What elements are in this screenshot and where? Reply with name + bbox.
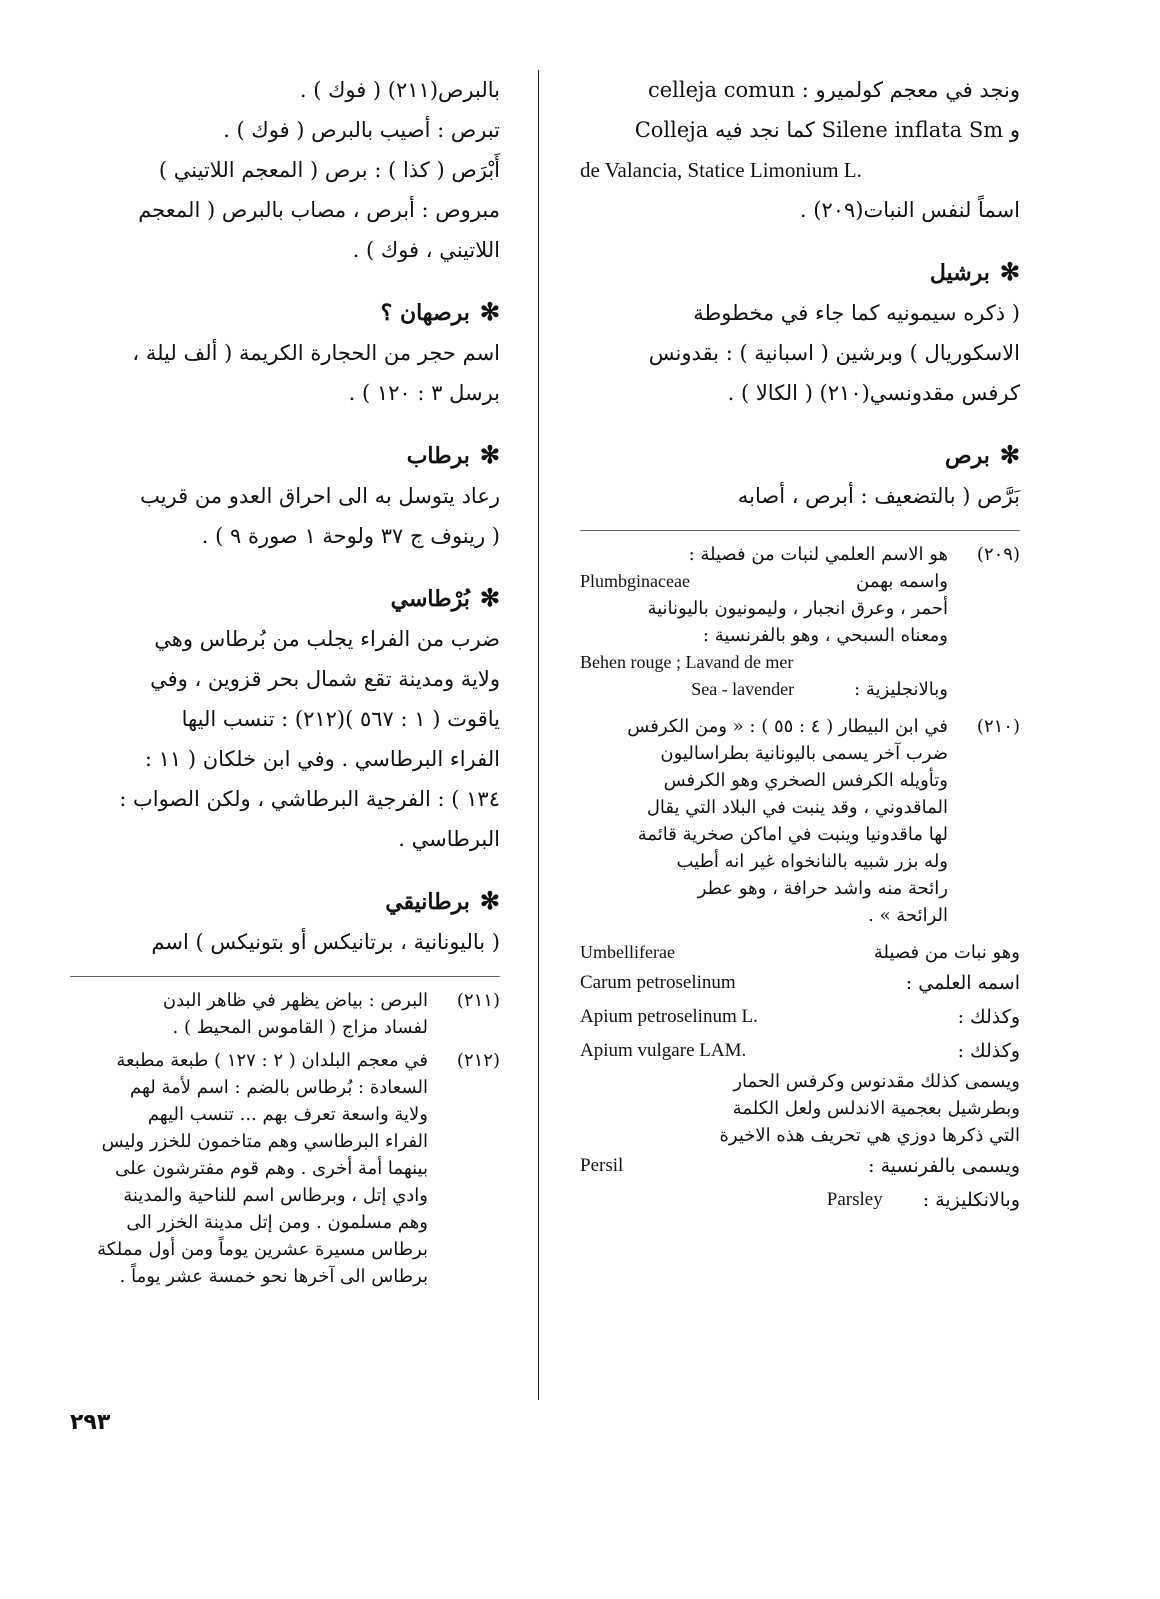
- name-pair: [580, 1034, 1020, 1068]
- footnote-first-line: [580, 713, 1020, 740]
- entry-heading: [70, 292, 500, 333]
- entry-line: ( رينوف ج ٣٧ ولوحة ١ صورة ٩ ) .: [201, 524, 500, 548]
- intro-line: [580, 190, 1020, 230]
- asterisk-icon: ✻: [479, 440, 500, 469]
- footnote-line: لها ماقدونيا وينبت في اماكن صخرية قائمة: [637, 824, 948, 845]
- footnote-first-line: [580, 541, 1020, 568]
- footnote-number: (٢٠٩): [976, 544, 1020, 565]
- footnote-text: في معجم البلدان ( ٢ : ١٢٧ ) طبعة مطبعة: [116, 1050, 428, 1071]
- footnote-line: وله بزر شبيه بالنانخواه غير انه أطيب: [676, 851, 948, 872]
- footnote-line: بينهما أمة أخرى . وهم قوم مفترشون على: [115, 1158, 428, 1179]
- entry-heading: [70, 881, 500, 922]
- english-label: وبالانجليزية :: [854, 679, 948, 700]
- left-column: [70, 70, 500, 1290]
- entry-title: برص: [945, 443, 990, 469]
- intro-text: اسماً لنفس النبات(٢٠٩) .: [799, 198, 1020, 222]
- pair-arabic: وكذلك :: [957, 1006, 1020, 1028]
- intro-line: بالبرص(٢١١) ( فوك ) .: [299, 78, 500, 102]
- footnote-line: وبطرشيل بعجمية الاندلس ولعل الكلمة: [732, 1098, 1020, 1119]
- entry-line: ولاية ومدينة تقع شمال بحر قزوين ، وفي: [150, 667, 500, 691]
- pair-arabic: اسمه العلمي :: [905, 972, 1020, 994]
- entry-heading: [580, 435, 1020, 476]
- footnote-number: (٢١١): [456, 990, 500, 1011]
- french-term: Persil: [580, 1155, 624, 1176]
- footnote-line: التي ذكرها دوزي هي تحريف هذه الاخيرة: [719, 1125, 1020, 1146]
- english-label: وبالانكليزية :: [922, 1189, 1020, 1211]
- english-term: Sea - lavender: [691, 679, 795, 699]
- footnote-number: (٢١٢): [456, 1050, 500, 1071]
- right-column: [580, 70, 1020, 1217]
- entry-line: ضرب من الفراء يجلب من بُرطاس وهي: [154, 627, 500, 651]
- footnote-family-line: [580, 939, 1020, 966]
- intro-line: [580, 110, 1020, 150]
- entry-heading: [580, 252, 1020, 293]
- intro-text: de Valancia, Statice Limonium L.: [580, 158, 862, 182]
- footnote-line: وهم مسلمون . ومن إتل مدينة الخزر الى: [126, 1212, 428, 1233]
- footnote-family-line: [580, 568, 1020, 595]
- footnote-french: Behen rouge ; Lavand de mer: [580, 652, 794, 672]
- footnote-number: (٢١٠): [976, 716, 1020, 737]
- pair-latin: Apium vulgare LAM.: [580, 1040, 747, 1061]
- asterisk-icon: ✻: [999, 440, 1020, 469]
- intro-line: تبرص : أصيب بالبرص ( فوك ) .: [223, 118, 500, 142]
- footnote-first-line: [70, 1047, 500, 1074]
- asterisk-icon: ✻: [479, 583, 500, 612]
- intro-line: مبروص : أبرص ، مصاب بالبرص ( المعجم: [138, 198, 500, 222]
- entry-title: بُرْطاسي: [390, 586, 470, 612]
- asterisk-icon: ✻: [479, 886, 500, 915]
- entry-line: كرفس مقدونسي(٢١٠) ( الكالا ) .: [727, 381, 1020, 405]
- page-number: ٢٩٣: [70, 1410, 111, 1435]
- entry-line: ( باليونانية ، برتانيكس أو بتونيكس ) اسم: [151, 930, 500, 954]
- footnote-line: ولاية واسعة تعرف بهم ... تنسب اليهم: [147, 1104, 428, 1125]
- family-latin: Plumbginaceae: [580, 571, 690, 591]
- footnote-line: ومعناه السبحي ، وهو بالفرنسية :: [702, 625, 948, 646]
- asterisk-icon: ✻: [479, 297, 500, 326]
- entry-title: برصهان ؟: [380, 300, 470, 326]
- entry-line: الاسكوريال ) وبرشين ( اسبانية ) : بقدونس: [648, 341, 1020, 365]
- footnote-separator: [580, 530, 1020, 531]
- entry-line: الفراء البرطاسي . وفي ابن خلكان ( ١١ :: [144, 747, 500, 771]
- intro-line: أَبْرَص ( كذا ) : برص ( المعجم اللاتيني ): [158, 158, 500, 182]
- intro-line-latin: [580, 150, 1020, 190]
- intro-line: [580, 70, 1020, 110]
- footnote-line: برطاس الى آخرها نحو خمسة عشر يوماً .: [119, 1266, 428, 1287]
- entry-line: ١٣٤ ) : الفرجية البرطاشي ، ولكن الصواب :: [119, 787, 500, 811]
- entry-title: برطانيقي: [385, 889, 470, 915]
- entry-line: برسل ٣ : ١٢٠ ) .: [348, 381, 500, 405]
- entry-line: ( ذكره سيمونيه كما جاء في مخطوطة: [693, 301, 1020, 325]
- entry-line: اسم حجر من الحجارة الكريمة ( ألف ليلة ،: [132, 341, 500, 365]
- intro-line: اللاتيني ، فوك ) .: [352, 238, 500, 262]
- pair-latin: Apium petroselinum L.: [580, 1006, 758, 1027]
- footnote-text: البرص : بياض يظهر في ظاهر البدن: [162, 990, 428, 1011]
- footnote-line: ويسمى كذلك مقدنوس وكرفس الحمار: [733, 1071, 1020, 1092]
- french-name-line: [580, 1149, 1020, 1183]
- column-divider: [538, 70, 539, 1400]
- footnote-209: [580, 541, 1020, 703]
- intro-text: و Silene inflata Sm كما نجد فيه Colleja: [634, 118, 1020, 142]
- footnote-line: الرائحة » .: [868, 905, 948, 926]
- french-label: ويسمى بالفرنسية :: [868, 1155, 1020, 1177]
- footnote-line: وتأويله الكرفس الصخري وهو الكرفس: [663, 770, 948, 791]
- family-latin: Umbelliferae: [580, 942, 675, 962]
- english-name-line: [580, 1183, 1020, 1217]
- entry-heading: [70, 435, 500, 476]
- pair-latin: Carum petroselinum: [580, 972, 736, 993]
- family-arabic: واسمه بهمن: [856, 571, 948, 592]
- family-arabic: وهو نبات من فصيلة: [873, 942, 1020, 963]
- entry-title: برشيل: [929, 260, 990, 286]
- footnote-first-line: [70, 987, 500, 1014]
- entry-line: بَرَّص ( بالتضعيف : أبرص ، أصابه: [737, 484, 1020, 508]
- name-pair: [580, 966, 1020, 1000]
- entry-title: برطاب: [406, 443, 470, 469]
- footnote-210: [580, 713, 1020, 1217]
- entry-line: رعاد يتوسل به الى احراق العدو من قريب: [140, 484, 500, 508]
- entry-line: ياقوت ( ١ : ٥٦٧ )(٢١٢) : تنسب اليها: [181, 707, 500, 731]
- footnote-line: لفساد مزاج ( القاموس المحيط ) .: [172, 1017, 428, 1038]
- footnote-line: أحمر ، وعرق انجبار ، وليمونيون باليونانية: [647, 598, 948, 619]
- intro-text: ونجد في معجم كولميرو : celleja comun: [647, 78, 1020, 102]
- footnote-separator: [70, 976, 500, 977]
- footnote-english-line: [580, 676, 1020, 703]
- footnote-line: الفراء البرطاسي وهم متاخمون للخزر وليس: [101, 1131, 428, 1152]
- footnote-line: ضرب آخر يسمى باليونانية بطراساليون: [660, 743, 948, 764]
- footnote-line: رائحة منه واشد حرافة ، وهو عطر: [697, 878, 948, 899]
- name-pair: [580, 1000, 1020, 1034]
- english-term: Parsley: [826, 1189, 883, 1210]
- footnote-211: [70, 987, 500, 1041]
- footnote-line: وادي إتل ، وبرطاس اسم للناحية والمدينة: [123, 1185, 428, 1206]
- asterisk-icon: ✻: [999, 257, 1020, 286]
- footnote-text: هو الاسم العلمي لنبات من فصيلة :: [688, 544, 948, 565]
- footnote-line: الماقدوني ، وقد ينبت في البلاد التي يقال: [646, 797, 948, 818]
- entry-heading: [70, 578, 500, 619]
- footnote-212: [70, 1047, 500, 1290]
- entry-line: البرطاسي .: [398, 827, 500, 851]
- footnote-text: في ابن البيطار ( ٤ : ٥٥ ) : « ومن الكرفس: [627, 716, 948, 737]
- pair-arabic: وكذلك :: [957, 1040, 1020, 1062]
- footnote-line: السعادة : بُرطاس بالضم : اسم لأمة لهم: [129, 1077, 428, 1098]
- footnote-line: برطاس مسيرة عشرين يوماً ومن أول مملكة: [97, 1239, 428, 1260]
